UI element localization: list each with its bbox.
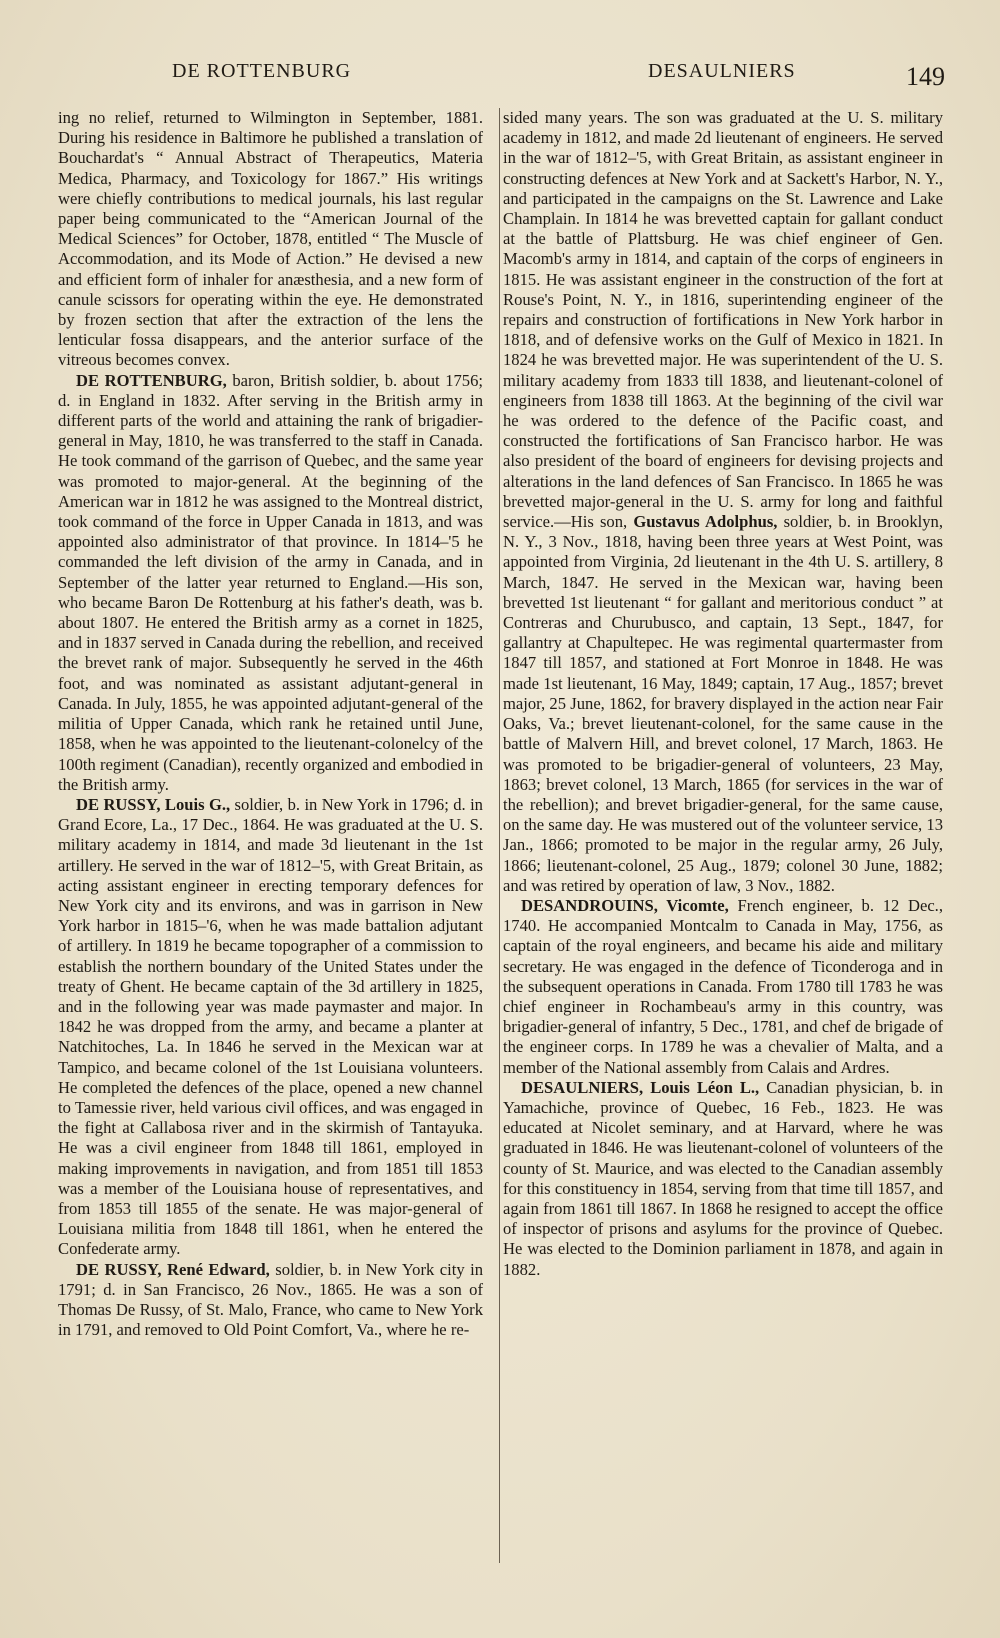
entry-de-rottenburg — [58, 371, 483, 795]
entry-text: French engineer, b. 12 Dec., 1740. He accompanied Montcalm to Canada in May, 1756, as captain of the royal engineers, and became his aide and military secretary. He was engaged in the defence of Ticonderoga and in the subsequent operations in Canada. From 1780 till 1783 he was chief engineer in Rochambeau's army in this country, was brigadier-general of infantry, 5 Dec., 1781, and chef de brigade of the engineer corps. In 1789 he was a chevalier of Malta, and a member of the National assembly from Calais and Ardres. — [503, 895, 943, 1077]
entry-heading: DE RUSSY, Louis G., — [76, 794, 231, 814]
entry-heading: DESANDROUINS, Vicomte, — [521, 895, 729, 915]
left-column — [58, 108, 483, 1340]
entry-heading: DE ROTTENBURG, — [76, 370, 227, 390]
continued-paragraph — [503, 108, 943, 896]
entry-de-russy-louis — [58, 795, 483, 1260]
running-header-right: DESAULNIERS — [648, 60, 796, 82]
entry-text: soldier, b. in Brooklyn, N. Y., 3 Nov., 1818, having been three years at West Point, was appointed from Virginia, 2d lieutenant in the 4th U. S. artillery, 8 March, 1847. He served in the Mexican war, having been brevetted 1st lieutenant “ for gallant and meritorious conduct ” at Contreras and Churubusco, and captain, 13 Sept., 1847, for gallantry at Chapultepec. He was regimental quartermaster from 1847 till 1857, and stationed at Fort Monroe in 1848. He was made 1st lieutenant, 16 May, 1849; captain, 17 Aug., 1857; brevet major, 25 June, 1862, for bravery displayed in the action near Fair Oaks, Va.; brevet lieutenant-colonel, for the same cause in the battle of Malvern Hill, and brevet colonel, 17 March, 1863. He was promoted to be brigadier-general of volunteers, 23 May, 1863; brevet colonel, 13 March, 1865 (for services in the war of the rebellion); and brevet brigadier-general, for the same cause, on the same day. He was mustered out of the volunteer service, 13 Jan., 1866; promoted to be major in the regular army, 26 July, 1866; lieutenant-colonel, 25 Aug., 1879; colonel 30 June, 1882; and was retired by operation of law, 3 Nov., 1882. — [503, 512, 943, 895]
entry-de-russy-rene — [58, 1260, 483, 1341]
entry-text: soldier, b. in New York city in 1791; d. in San Francisco, 26 Nov., 1865. He was a son of Thomas De Russy, of St. Malo, France, who came to New York in 1791, and removed to Old Point Comfort, Va., where he re- — [58, 1259, 483, 1340]
entry-desandrouins — [503, 896, 943, 1078]
column-divider — [499, 108, 500, 1563]
entry-text: Canadian physician, b. in Yamachiche, province of Quebec, 16 Feb., 1823. He was educated at Nicolet seminary, and at Harvard, where he was graduated in 1846. He was lieutenant-colonel of volunteers of the county of St. Maurice, and was elected to the Canadian assembly for this constituency in 1854, serving from that time till 1857, and again from 1861 till 1867. In 1868 he resigned to accept the office of inspector of prisons and asylums for the province of Quebec. He was elected to the Dominion parliament in 1878, and again in 1882. — [503, 1077, 943, 1279]
running-header-left: DE ROTTENBURG — [172, 60, 352, 82]
entry-heading: DE RUSSY, René Edward, — [76, 1259, 270, 1279]
entry-text: baron, British soldier, b. about 1756; d. in England in 1832. After serving in the British army in different parts of the world and attaining the rank of brigadier-general in May, 1810, he was transferred to the staff in Canada. He took command of the garrison of Quebec, and the same year was promoted to major-general. At the beginning of the American war in 1812 he was assigned to the Montreal district, took command of the force in Upper Canada in 1813, and was appointed also administrator of that province. In 1814–'5 he commanded the left division of the army in Canada, and in September of the latter year returned to England.—His son, who became Baron De Rottenburg at his father's death, was b. about 1807. He entered the British army as a cornet in 1825, and in 1837 served in Canada during the rebellion, and received the brevet rank of major. Subsequently he served in the 46th foot, and was nominated as assistant adjutant-general in Canada. In July, 1855, he was appointed adjutant-general of the militia of Upper Canada, which rank he retained until June, 1858, when he was appointed to the lieutenant-colonelcy of the 100th regiment (Canadian), recently organized and embodied in the British army. — [58, 370, 483, 794]
right-column — [503, 108, 943, 1280]
entry-desaulniers — [503, 1078, 943, 1280]
page-number: 149 — [906, 62, 945, 91]
entry-text: sided many years. The son was graduated at the U. S. military academy in 1812, and made 2d lieutenant of engineers. He served in the war of 1812–'5, with Great Britain, as assistant engineer in constructing defences at New York and at Sackett's Harbor, N. Y., and participated in the campaigns on the St. Lawrence and Lake Champlain. In 1814 he was brevetted captain for gallant conduct at the battle of Plattsburg. He was chief engineer of Gen. Macomb's army in 1814, and captain of the corps of engineers in 1815. He was assistant engineer in the construction of the fort at Rouse's Point, N. Y., in 1816, superintending engineer of the repairs and construction of fortifications in New York harbor in 1818, and of defensive works on the Gulf of Mexico in 1821. In 1824 he was brevetted major. He was superintendent of the U. S. military academy from 1833 till 1838, and lieutenant-colonel of engineers from 1838 till 1863. At the beginning of the civil war he was ordered to the defence of the Pacific coast, and constructed the fortifications of San Francisco harbor. He was also president of the board of engineers for devising projects and alterations in the land defences of San Francisco. In 1865 he was brevetted major-general in the U. S. army for long and faithful service.—His son, — [503, 108, 943, 532]
entry-subheading: Gustavus Adolphus, — [633, 512, 778, 532]
entry-heading: DESAULNIERS, Louis Léon L., — [521, 1077, 760, 1097]
continued-paragraph: ing no relief, returned to Wilmington in September, 1881. During his residence in Baltimore he published a translation of Bouchardat's “ Annual Abstract of Therapeutics, Materia Medica, Pharmacy, and Toxicology for 1867.” His writings were chiefly contributions to medical journals, his last regular paper being communicated to the “American Journal of the Medical Sciences” for October, 1878, entitled “ The Muscle of Accommodation, and its Mode of Action.” He devised a new and efficient form of inhaler for anæsthesia, and a new form of canule scissors for operating within the eye. He demonstrated by frozen section that after the extraction of the lens the lenticular fossa disappears, and the anterior surface of the vitreous becomes convex. — [58, 108, 483, 370]
entry-text: soldier, b. in New York in 1796; d. in Grand Ecore, La., 17 Dec., 1864. He was graduated at the U. S. military academy in 1814, and made 3d lieutenant in the 1st artillery. He served in the war of 1812–'5, with Great Britain, as acting assistant engineer in erecting temporary defences for New York city and its environs, and was in garrison in New York harbor in 1815–'6, when he was made battalion adjutant of artillery. In 1819 he became topographer of a commission to establish the northern boundary of the United States under the treaty of Ghent. He became captain of the 3d artillery in 1825, and in the following year was made paymaster and major. In 1842 he was dropped from the army, and became a planter at Natchitoches, La. In 1846 he served in the Mexican war at Tampico, and became colonel of the 1st Louisiana volunteers. He completed the defences of the place, opened a new channel to Tamessie river, held various civil offices, and was engaged in the fight at Callabosa river and in the skirmish of Tantayuka. He was a civil engineer from 1848 till 1861, employed in making improvements in navigation, and from 1851 till 1853 was a member of the Louisiana house of representatives, and from 1853 till 1855 of the senate. He was major-general of Louisiana militia from 1848 till 1861, when he entered the Confederate army. — [58, 794, 483, 1259]
